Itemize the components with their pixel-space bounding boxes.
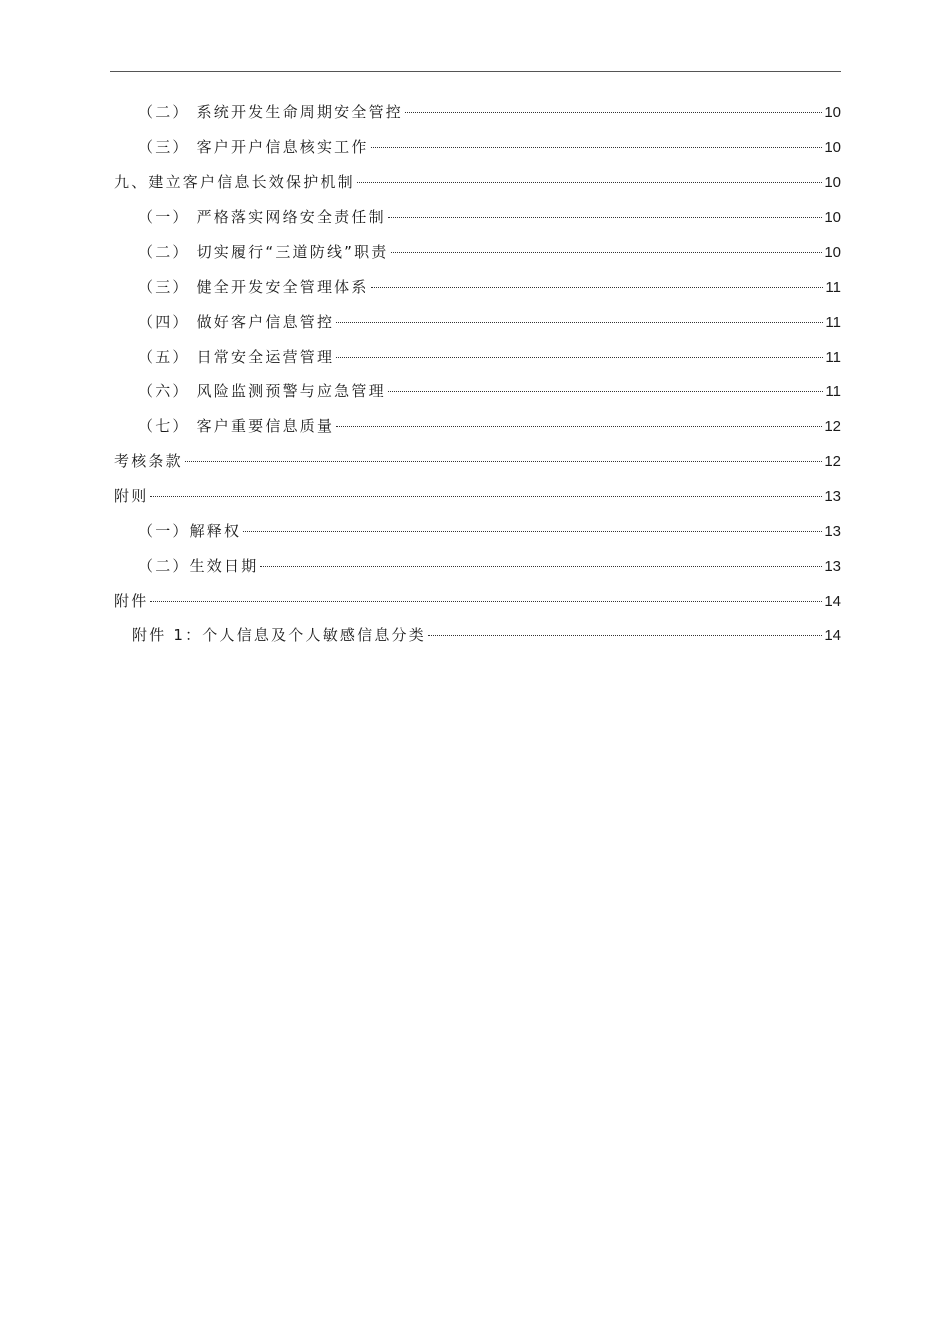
toc-page-number: 10 xyxy=(824,174,841,191)
toc-page-number: 13 xyxy=(824,523,841,540)
toc-leader-dots xyxy=(150,601,822,602)
toc-leader-dots xyxy=(357,182,823,183)
toc-entry-title: 附件 xyxy=(114,592,149,610)
toc-entry-title: （二） 系统开发生命周期安全管控 xyxy=(138,103,403,121)
toc-page-number: 10 xyxy=(824,139,841,156)
toc-entry[interactable] xyxy=(114,170,841,194)
toc-leader-dots xyxy=(336,426,822,427)
toc-leader-dots xyxy=(243,531,822,532)
toc-entry-title: （一）解释权 xyxy=(138,522,242,540)
toc-leader-dots xyxy=(428,635,822,636)
toc-entry[interactable] xyxy=(138,554,841,578)
toc-leader-dots xyxy=(371,287,824,288)
toc-entry-title: （七） 客户重要信息质量 xyxy=(138,417,335,435)
toc-page-number: 12 xyxy=(824,418,841,435)
toc-entry-title: 九、建立客户信息长效保护机制 xyxy=(114,173,355,191)
toc-entry-title: （五） 日常安全运营管理 xyxy=(138,348,335,366)
toc-page-number: 11 xyxy=(825,314,841,331)
toc-entry[interactable] xyxy=(114,589,841,613)
toc-leader-dots xyxy=(336,322,823,323)
toc-leader-dots xyxy=(388,391,824,392)
toc-leader-dots xyxy=(185,461,823,462)
toc-entry[interactable] xyxy=(138,100,841,124)
toc-leader-dots xyxy=(391,252,823,253)
toc-page-number: 13 xyxy=(824,558,841,575)
toc-entry-title: 考核条款 xyxy=(114,452,183,470)
toc-entry[interactable] xyxy=(138,135,841,159)
toc-leader-dots xyxy=(405,112,822,113)
toc-page-number: 12 xyxy=(824,453,841,470)
toc-entry[interactable] xyxy=(138,414,841,438)
toc-page-number: 14 xyxy=(824,593,841,610)
toc-page-number: 10 xyxy=(824,104,841,121)
toc-entry[interactable] xyxy=(114,449,841,473)
toc-leader-dots xyxy=(388,217,823,218)
toc-entry[interactable] xyxy=(138,379,841,403)
toc-page-number: 14 xyxy=(824,627,841,644)
toc-leader-dots xyxy=(260,566,822,567)
toc-entry-title: （三） 客户开户信息核实工作 xyxy=(138,138,369,156)
toc-page-number: 13 xyxy=(824,488,841,505)
toc-leader-dots xyxy=(371,147,823,148)
toc-page-number: 11 xyxy=(825,383,841,400)
toc-entry[interactable] xyxy=(138,519,841,543)
toc-leader-dots xyxy=(336,357,823,358)
toc-entry[interactable] xyxy=(114,484,841,508)
toc-entry-title: 附件 1：个人信息及个人敏感信息分类 xyxy=(132,626,426,644)
toc-entry[interactable] xyxy=(138,345,841,369)
toc-entry-title: （四） 做好客户信息管控 xyxy=(138,313,335,331)
toc-entry-title: （二） 切实履行“三道防线”职责 xyxy=(138,243,389,261)
toc-page-number: 11 xyxy=(825,279,841,296)
toc-page-number: 10 xyxy=(824,209,841,226)
toc-entry[interactable] xyxy=(138,205,841,229)
toc-entry[interactable] xyxy=(138,310,841,334)
toc-entry-title: （一） 严格落实网络安全责任制 xyxy=(138,208,386,226)
toc-page-number: 11 xyxy=(825,349,841,366)
toc-entry-title: （三） 健全开发安全管理体系 xyxy=(138,278,369,296)
toc-entry-title: （六） 风险监测预警与应急管理 xyxy=(138,382,386,400)
toc-entry[interactable] xyxy=(138,275,841,299)
toc-entry-title: 附则 xyxy=(114,487,149,505)
toc-entry[interactable] xyxy=(132,623,841,647)
toc-entry-title: （二）生效日期 xyxy=(138,557,259,575)
toc-entry[interactable] xyxy=(138,240,841,264)
header-rule xyxy=(110,71,841,72)
toc-page-number: 10 xyxy=(824,244,841,261)
toc-leader-dots xyxy=(150,496,822,497)
